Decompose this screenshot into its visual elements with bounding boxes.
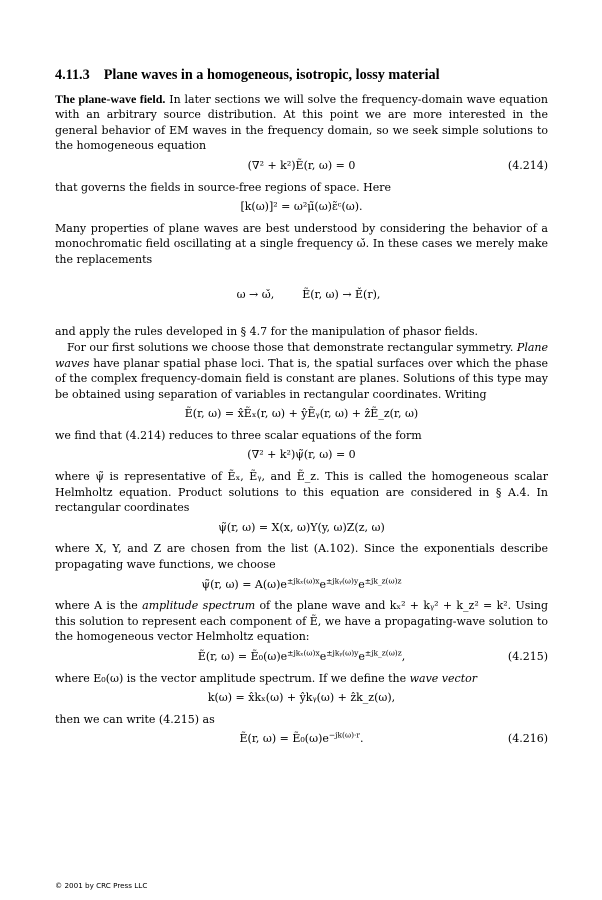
- equation-scalar-helmholtz: [55, 447, 548, 463]
- equation-psi-exponential: [55, 577, 548, 593]
- section-number: 4.11.3: [55, 67, 90, 83]
- paragraph-plane-wave-field: [55, 92, 548, 154]
- equation-part: Ẽ(r, ω) = Ẽ₀(ω)e: [239, 732, 329, 746]
- equation-separation: [55, 406, 548, 422]
- paragraph-text: where ψ̃ is representative of Ẽₓ, Ẽᵧ, and Ẽ_z. This is called the homogeneous scalar Helmholtz equation. Product solutions to this equation are considered in § A.4. In rectangular coordinates: [55, 470, 548, 515]
- paragraph-text: that governs the fields in source-free regions of space. Here: [55, 180, 391, 194]
- equation-exponent: ±jk_z(ω)z: [364, 648, 402, 658]
- equation-expression: (∇² + k²)ψ̃(r, ω) = 0: [247, 448, 356, 462]
- paragraph: [55, 340, 548, 402]
- equation-number: (4.216): [507, 732, 548, 746]
- emphasis: Plane waves: [55, 340, 548, 370]
- equation-part: e: [358, 577, 365, 591]
- equation-expression: [k(ω)]² = ω²μ̃(ω)ε̃ᶜ(ω).: [240, 200, 363, 214]
- equation-number: (4.214): [507, 158, 548, 172]
- paragraph-text: For our first solutions we choose those that demonstrate rectangular symmetry.: [67, 340, 514, 354]
- paragraph: [55, 180, 548, 196]
- section-heading: [55, 68, 548, 84]
- emphasis: wave vector: [409, 671, 477, 685]
- equation-number: (4.215): [507, 650, 548, 663]
- equation-part: e: [319, 577, 326, 591]
- equation-4-216: [55, 731, 548, 747]
- equation-expression: k(ω) = x̂kₓ(ω) + ŷkᵧ(ω) + ẑk_z(ω),: [207, 691, 396, 705]
- equation-part: ,: [401, 650, 406, 663]
- equation-exponent: ±jkₓ(ω)x: [286, 575, 320, 585]
- paragraph-text: of the plane wave and kₓ² + kᵧ² + k_z² = k². Using this solution to represent each component of Ẽ, we have a propagating-wave solution to the homogeneous vector Helmholtz equation:: [55, 599, 549, 644]
- equation-product-solution: [55, 520, 548, 536]
- run-in-heading: The plane-wave field.: [55, 91, 166, 106]
- page-body: [55, 68, 548, 753]
- paragraph: [55, 541, 548, 572]
- paragraph: [55, 598, 548, 645]
- paragraph: [55, 324, 548, 340]
- paragraph: [55, 712, 548, 728]
- equation-expression: (∇² + k²)Ẽ(r, ω) = 0: [247, 158, 356, 172]
- equation-exponent: ±jkᵧ(ω)y: [326, 575, 359, 585]
- paragraph-text: In later sections we will solve the frequency-domain wave equation with an arbitrary source distribution. At this point we are more interested in the general behavior of EM waves in the frequency domain, so we seek simple solutions to the homogeneous equation: [55, 92, 549, 153]
- equation-exponent: ±jk_z(ω)z: [364, 575, 402, 585]
- paragraph-text: where A is the: [55, 599, 138, 613]
- equation-expression: ψ̃(r, ω) = X(x, ω)Y(y, ω)Z(z, ω): [218, 520, 385, 534]
- paragraph-text: where X, Y, and Z are chosen from the list (A.102). Since the exponentials describe propagating wave functions, we choose: [55, 542, 548, 572]
- equation-part: ψ̃(r, ω) = A(ω)e: [201, 577, 287, 591]
- paragraph-text: Many properties of plane waves are best understood by considering the behavior of a monochromatic field oscillating at a single frequency ω̌. In these cases we merely make the replacements: [55, 221, 548, 266]
- equation-expression: Ẽ(r, ω) = x̂Ẽₓ(r, ω) + ŷẼᵧ(r, ω) + ẑẼ_z(r, ω): [184, 407, 419, 421]
- paragraph-text: where E₀(ω) is the vector amplitude spectrum. If we define the: [55, 671, 407, 685]
- equation-exponent: −jk(ω)·r: [328, 730, 360, 740]
- equation-wave-vector: [55, 690, 548, 706]
- section-title: Plane waves in a homogeneous, isotropic, lossy material: [103, 67, 440, 83]
- equation-expression: ω → ω̌, Ẽ(r, ω) → Ě(r),: [236, 288, 381, 302]
- paragraph: [55, 671, 548, 687]
- copyright-footer: © 2001 by CRC Press LLC: [55, 881, 148, 890]
- equation-exponent: ±jkₓ(ω)x: [287, 648, 320, 658]
- paragraph: [55, 428, 548, 444]
- paragraph: [55, 469, 548, 516]
- paragraph-text: and apply the rules developed in § 4.7 for the manipulation of phasor fields.: [55, 325, 479, 339]
- emphasis: amplitude spectrum: [142, 599, 256, 613]
- paragraph: [55, 221, 548, 268]
- paragraph-text: we find that (4.214) reduces to three scalar equations of the form: [55, 428, 422, 442]
- equation-replacements: [55, 272, 548, 319]
- equation-part: e: [358, 650, 365, 663]
- equation-4-215: [55, 649, 548, 665]
- equation-part: Ẽ(r, ω) = Ẽ₀(ω)e: [197, 650, 288, 663]
- equation-part: .: [359, 732, 364, 746]
- equation-part: e: [319, 650, 327, 663]
- paragraph-text: have planar spatial phase loci. That is, the spatial surfaces over which the phase of the complex frequency-domain field is constant are planes. Solutions of this type may be obtained using separation of variables in rectangular coordinates. Writing: [55, 356, 549, 401]
- equation-4-214: [55, 158, 548, 174]
- paragraph-text: then we can write (4.215) as: [55, 712, 215, 726]
- equation-exponent: ±jkᵧ(ω)y: [326, 648, 359, 658]
- equation-wavenumber: [55, 199, 548, 215]
